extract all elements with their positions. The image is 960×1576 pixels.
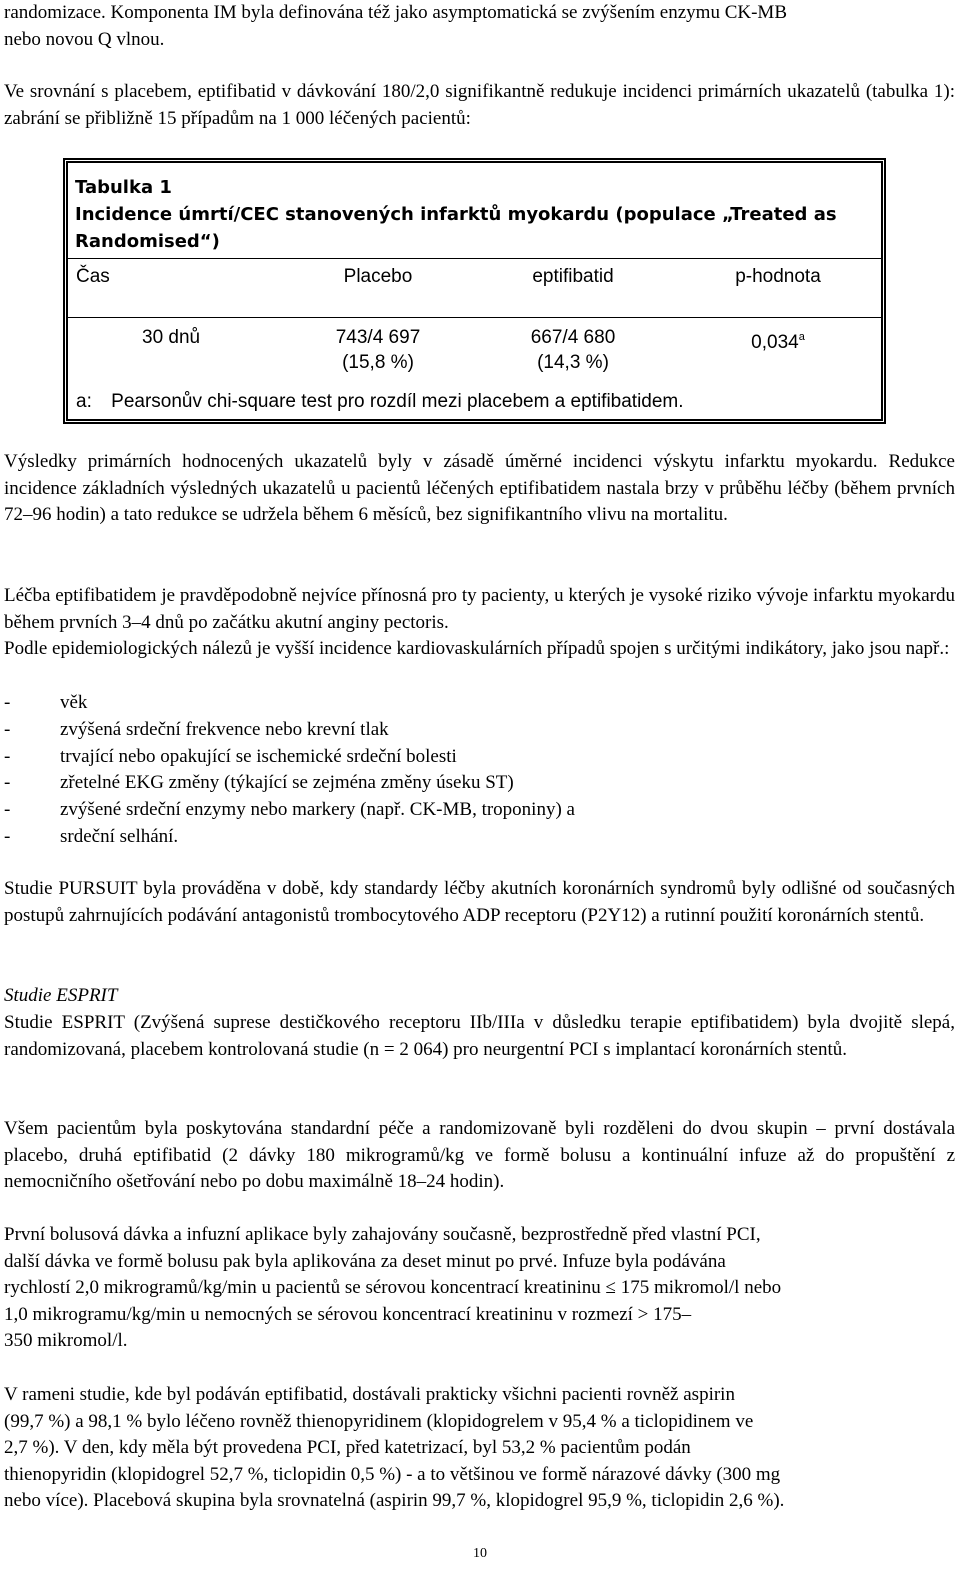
- bolus-line: 1,0 mikrogramu/kg/min u nemocných se sérovou koncentrací kreatininu v rozmezí > 175–: [4, 1303, 692, 1325]
- table-cell-time: 30 dnů: [142, 327, 201, 348]
- list-item-text: zvýšené srdeční enzymy nebo markery (např. CK-MB, troponiny) a: [60, 799, 575, 820]
- list-item-text: srdeční selhání.: [60, 826, 179, 847]
- aspirin-paragraph: [4, 1382, 955, 1515]
- list-item-text: zřetelné EKG změny (týkající se zejména změny úseku ST): [60, 772, 514, 793]
- bolus-line: rychlostí 2,0 mikrogramů/kg/min u pacientů se sérovou koncentrací kreatininu ≤ 175 mikromol/l nebo: [4, 1277, 782, 1298]
- intro-line: nebo novou Q vlnou.: [4, 28, 165, 50]
- benefit-paragraph: Léčba eptifibatidem je pravděpodobně nejvíce přínosná pro ty pacienty, u kterých je vysoké riziko vývoje infarktu myokardu během prvních 3–4 dnů po začátku akutní anginy pectoris.: [4, 585, 955, 633]
- intro-line: randomizace. Komponenta IM byla definována též jako asymptomatická se zvýšením enzymu CK-MB: [4, 2, 787, 23]
- randomized-paragraph: Všem pacientům byla poskytována standardní péče a randomizovaně byli rozděleni do dvou skupin – první dostávala placebo, druhá eptifibatid (2 dávky 180 mikrogramů/kg ve formě bolusu a kontinuální infuze až do propuštění z nemocničního ošetřování nebo po dobu maximálně 18–24 hodin).: [4, 1118, 955, 1192]
- aspirin-line: (99,7 %) a 98,1 % bylo léčeno rovněž thienopyridinem (klopidogrelem v 95,4 % a ticlopidinem ve: [4, 1410, 754, 1432]
- list-dash: -: [4, 719, 11, 740]
- table-cell-eptifibatid: [473, 325, 673, 375]
- table-caption: [75, 174, 865, 255]
- list-dash: -: [4, 746, 11, 767]
- esprit-paragraph: Studie ESPRIT (Zvýšená suprese destičkového receptoru IIb/IIIa v důsledku terapie eptifibatidem) byla dvojitě slepá, randomizovaná, placebem kontrolovaná studie (n = 2 064) pro neurgentní PCI s implantací koronárních stentů.: [4, 1012, 955, 1060]
- page-number: 10: [473, 1546, 487, 1561]
- comparison-paragraph: Ve srovnání s placebem, eptifibatid v dávkování 180/2,0 signifikantně redukuje incidenci primárních ukazatelů (tabulka 1): zabrání se přibližně 15 případům na 1 000 léčených pacientů:: [4, 81, 955, 129]
- table-cell-eptifibatid-pct: (14,3 %): [537, 352, 609, 373]
- bolus-line: První bolusová dávka a infuzní aplikace byly zahajovány současně, bezprostředně před vlastní PCI,: [4, 1224, 761, 1245]
- table-header-eptifibatid: eptifibatid: [532, 266, 614, 287]
- epidemiology-paragraph: Podle epidemiologických nálezů je vyšší incidence kardiovaskulárních případů spojen s určitými indikátory, jako jsou např.:: [4, 638, 950, 659]
- table-header-p-value: p-hodnota: [735, 266, 821, 287]
- table-caption-title: Incidence úmrtí/CEC stanovených infarktů myokardu (populace „Treated as Randomised“): [75, 204, 837, 252]
- table-cell-placebo-pct: (15,8 %): [342, 352, 414, 373]
- pursuit-paragraph: Studie PURSUIT byla prováděna v době, kdy standardy léčby akutních koronárních syndromů byly odlišné od současných postupů zahrnujících podávání antagonistů trombocytového ADP receptoru (P2Y12) a rutinní použití koronárních stentů.: [4, 878, 955, 926]
- table-1: [63, 158, 886, 424]
- aspirin-line: nebo více). Placebová skupina byla srovnatelná (aspirin 99,7 %, klopidogrel 95,9 %, ticlopidin 2,6 %).: [4, 1490, 785, 1511]
- list-item-text: trvající nebo opakující se ischemické srdeční bolesti: [60, 746, 457, 767]
- esprit-heading: Studie ESPRIT: [4, 985, 118, 1006]
- p-value-footnote-mark: a: [798, 331, 805, 343]
- list-item-text: zvýšená srdeční frekvence nebo krevní tlak: [60, 719, 389, 740]
- table-caption-label: Tabulka 1: [75, 177, 172, 198]
- aspirin-line: V rameni studie, kde byl podáván eptifibatid, dostávali prakticky všichni pacienti rovněž aspirin: [4, 1384, 735, 1405]
- aspirin-line: thienopyridin (klopidogrel 52,7 %, ticlopidin 0,5 %) - a to většinou ve formě nárazové dávky (300 mg: [4, 1463, 781, 1485]
- list-item-text: věk: [60, 692, 88, 713]
- p-value: 0,034: [751, 332, 799, 353]
- table-cell-placebo-count: 743/4 697: [335, 327, 421, 348]
- list-dash: -: [4, 692, 11, 713]
- table-cell-p-value: [678, 325, 878, 355]
- list-dash: -: [4, 772, 11, 793]
- bolus-line: další dávka ve formě bolusu pak byla aplikována za deset minut po prvé. Infuze byla podávána: [4, 1250, 726, 1272]
- aspirin-line: 2,7 %). V den, kdy měla být provedena PCI, před katetrizací, byl 53,2 % pacientům podán: [4, 1437, 691, 1458]
- table-cell-eptifibatid-count: 667/4 680: [530, 327, 616, 348]
- table-header-placebo: Placebo: [343, 266, 413, 287]
- intro-text: [4, 0, 955, 53]
- list-dash: -: [4, 826, 11, 847]
- table-header-top-rule: [68, 258, 881, 259]
- table-footnote-text: Pearsonův chi-square test pro rozdíl mezi placebem a eptifibatidem.: [111, 391, 684, 412]
- list-dash: -: [4, 799, 11, 820]
- table-header-bottom-rule: [68, 317, 881, 318]
- table-footnote-label: a:: [76, 391, 92, 412]
- bolus-paragraph: [4, 1222, 955, 1355]
- results-paragraph: Výsledky primárních hodnocených ukazatelů byly v zásadě úměrné incidenci výskytu infarktu myokardu. Redukce incidence základních výsledných ukazatelů u pacientů léčených eptifibatidem nastala brzy v průběhu léčby (během prvních 72–96 hodin) a tato redukce se udržela během 6 měsíců, bez signifikantního vlivu na mortalitu.: [4, 451, 955, 525]
- table-footnote: [76, 389, 684, 414]
- table-header-time: Čas: [76, 266, 110, 287]
- table-cell-placebo: [278, 325, 478, 375]
- bolus-line: 350 mikromol/l.: [4, 1330, 128, 1351]
